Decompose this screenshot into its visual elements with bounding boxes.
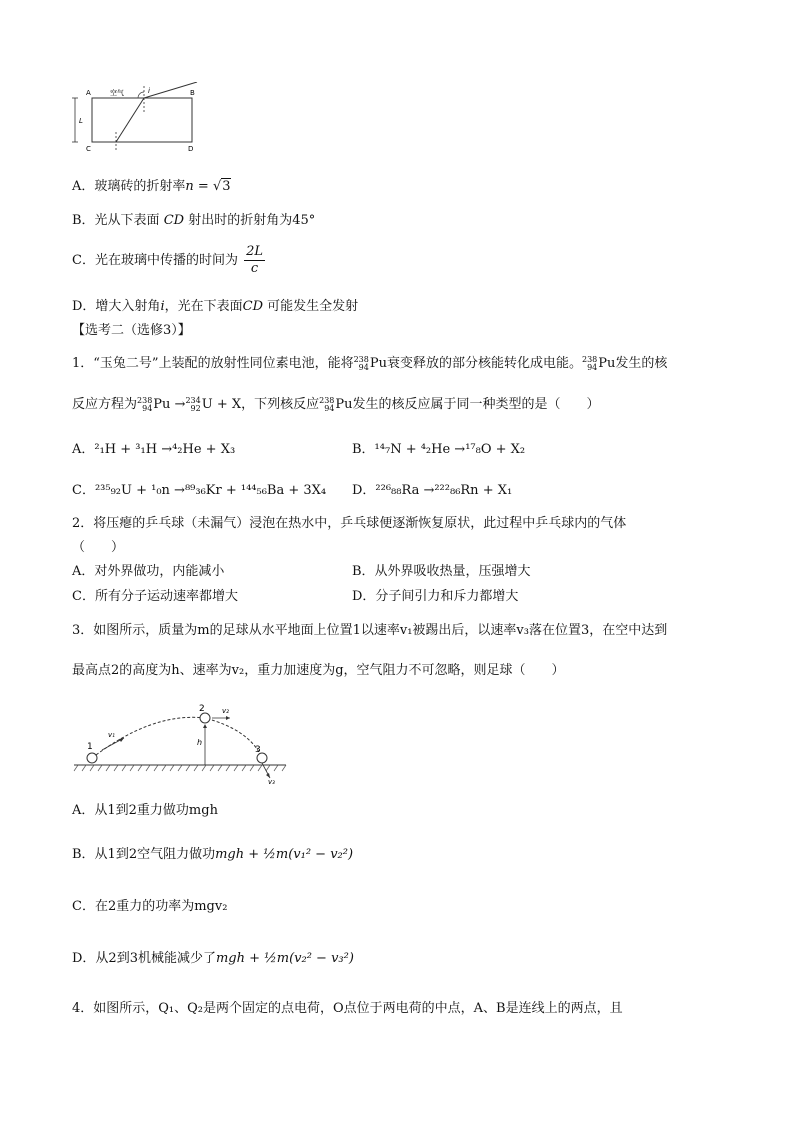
fig-label-3: 3 [255,745,261,755]
q3-option-a: A．从1到2重力做功mgh [72,803,218,818]
fig-label-h: h [197,738,203,747]
q1-option-a: A．²₁H + ³₁H →⁴₂He + X₃ [72,442,236,457]
fig1-label-b: B [190,89,195,97]
q2-stem: 2．将压瘪的乒乓球（未漏气）浸泡在热水中，乒乓球便逐渐恢复原状，此过程中乒乓球内的气体 [72,516,627,531]
q1-option-d: D．²²⁶₈₈Ra →²²²₈₆Rn + X₁ [352,483,513,498]
prev-option-a: A．玻璃砖的折射率n = √3 [72,179,231,194]
q3-stem-line1: 3．如图所示，质量为m的足球从水平地面上位置1以速率v₁被踢出后，以速率v₃落在位置3，在空中达到 [72,623,668,638]
q3-option-d: D．从2到3机械能减少了mgh + ½m(v₂² − v₃²) [72,951,354,966]
fig1-label-i: i [148,87,150,95]
q3-option-b: B．从1到2空气阻力做功mgh + ½m(v₁² − v₂²) [72,847,354,862]
q1-option-b: B．¹⁴₇N + ⁴₂He →¹⁷₈O + X₂ [352,442,526,457]
q2-option-b: B．从外界吸收热量，压强增大 [352,564,531,579]
fig-label-v1: v₁ [108,731,115,739]
fig-label-v3: v₃ [268,778,275,786]
fig1-label-l: L [79,117,83,125]
section-title: 【选考二（选修3）】 [72,323,191,338]
football-trajectory-figure [72,700,292,786]
fig1-label-d: D [188,145,194,153]
q3-option-c: C．在2重力的功率为mgv₂ [72,899,228,914]
prev-option-d: D．增大入射角i，光在下表面CD 可能发生全发射 [72,299,359,314]
fig1-label-a: A [86,89,91,97]
glass-brick-figure [72,82,202,154]
prev-option-c: C．光在玻璃中传播的时间为 $\frac{2L}{c}$ [72,244,263,276]
q2-option-d: D．分子间引力和斥力都增大 [352,589,519,604]
q2-paren: （ ） [72,540,125,555]
q2-option-c: C．所有分子运动速率都增大 [72,589,238,604]
q3-stem-line2: 最高点2的高度为h、速率为v₂，重力加速度为g，空气阻力不可忽略，则足球（ ） [72,663,565,678]
q1-stem-line1: 1．“玉兔二号”上装配的放射性同位素电池，能将 238 94 Pu衰变释放的部分核能转化成电能。 238 94 Pu发生的核 [72,354,668,372]
fig-label-v2: v₂ [222,707,229,715]
fig1-label-air: 空气 [110,89,124,97]
fig-label-2: 2 [199,704,205,714]
fig-label-1: 1 [87,742,93,752]
q1-option-c: C．²³⁵₉₂U + ¹₀n →⁸⁹₃₆Kr + ¹⁴⁴₅₆Ba + 3X₄ [72,483,327,498]
prev-option-b: B．光从下表面 CD 射出时的折射角为45° [72,213,316,228]
q4-stem: 4．如图所示，Q₁、Q₂是两个固定的点电荷，O点位于两电荷的中点，A、B是连线上的两点，且 [72,1001,623,1016]
q2-option-a: A．对外界做功，内能减小 [72,564,225,579]
fig1-label-c: C [86,145,91,153]
q1-stem-line2: 反应方程为 238 94 Pu → 234 92 U + X，下列核反应 238 94 Pu发生的核反应属于同一种类型的是（ ） [72,395,600,413]
